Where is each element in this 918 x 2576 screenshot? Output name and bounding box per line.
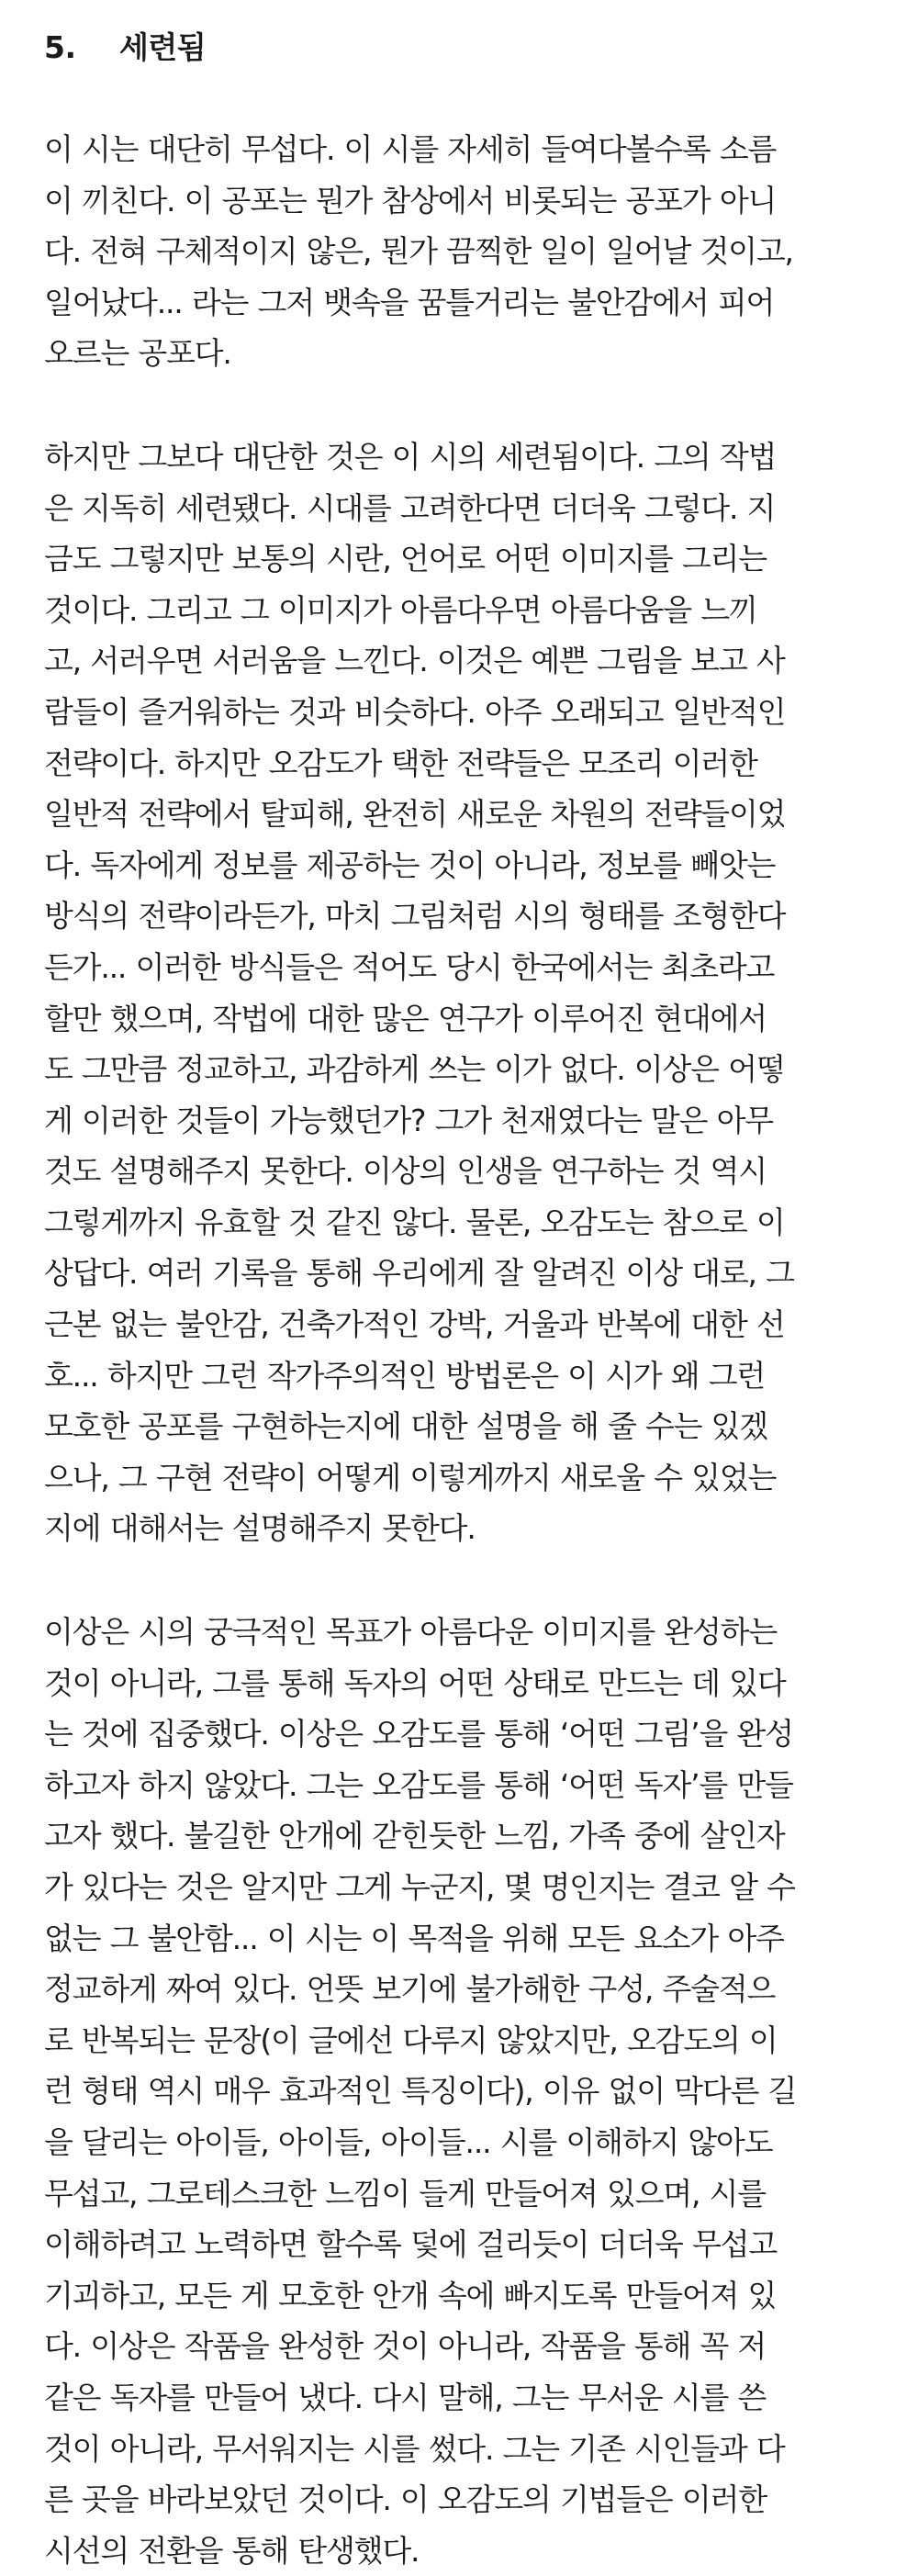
text-line: 방식의 전략이라든가, 마치 그림처럼 시의 형태를 조형한다	[44, 898, 786, 935]
paragraph-2	[44, 431, 879, 1554]
paragraph-1	[44, 124, 879, 379]
text-line: 을 달리는 아이들, 아이들, 아이들... 시를 이해하지 않아도	[44, 2123, 773, 2160]
text-line: 그렇게까지 유효할 것 같진 않다. 물론, 오감도는 참으로 이	[44, 1204, 785, 1240]
text-line: 가 있다는 것은 알지만 그게 누군지, 몇 명인지는 결코 알 수	[44, 1869, 795, 1905]
text-line: 이 끼친다. 이 공포는 뭔가 참상에서 비롯되는 공포가 아니	[44, 182, 777, 218]
text-line: 기괴하고, 모든 게 모호한 안개 속에 빠지도록 만들어져 있	[44, 2277, 777, 2313]
text-line: 다. 이상은 작품을 완성한 것이 아니라, 작품을 통해 꼭 저	[44, 2328, 767, 2365]
text-line: 이 시는 대단히 무섭다. 이 시를 자세히 들여다볼수록 소름	[44, 131, 777, 167]
paragraph-3	[44, 1607, 879, 2576]
text-line: 는 것에 집중했다. 이상은 오감도를 통해 ‘어떤 그림’을 완성	[44, 1716, 793, 1753]
text-line: 고, 서러우면 서러움을 느낀다. 이것은 예쁜 그림을 보고 사	[44, 643, 785, 679]
text-line: 것도 설명해주지 못한다. 이상의 인생을 연구하는 것 역시	[44, 1153, 767, 1190]
paragraph-spacer	[44, 73, 879, 124]
text-line: 할만 했으며, 작법에 대한 많은 연구가 이루어진 현대에서	[44, 1000, 767, 1036]
text-line: 일어났다... 라는 그저 뱃속을 꿈틀거리는 불안감에서 피어	[44, 284, 775, 320]
section-number: 5.	[44, 29, 76, 65]
text-line: 시선의 전환을 통해 탄생했다.	[44, 2532, 420, 2569]
text-line: 것이 아니라, 무서워지는 시를 썼다. 그는 기존 시인들과 다	[44, 2430, 785, 2467]
text-line: 정교하게 짜여 있다. 언뜻 보기에 불가해한 구성, 주술적으	[44, 1971, 776, 2008]
text-line: 이해하려고 노력하면 할수록 덫에 걸리듯이 더더욱 무섭고	[44, 2226, 778, 2263]
text-line: 로 반복되는 문장(이 글에선 다루지 않았지만, 오감도의 이	[44, 2022, 778, 2058]
text-line: 근본 없는 불안감, 건축가적인 강박, 거울과 반복에 대한 선	[44, 1306, 785, 1343]
paragraph-spacer	[44, 1554, 879, 1607]
section-title: 세련됨	[119, 29, 207, 65]
text-line: 다. 독자에게 정보를 제공하는 것이 아니라, 정보를 빼앗는	[44, 846, 776, 883]
paragraph-spacer	[44, 379, 879, 431]
text-line: 런 형태 역시 매우 효과적인 특징이다), 이유 없이 막다른 길	[44, 2073, 797, 2110]
text-line: 일반적 전략에서 탈피해, 완전히 새로운 차원의 전략들이었	[44, 796, 786, 833]
text-line: 은 지독히 세련됐다. 시대를 고려한다면 더더욱 그렇다. 지	[44, 489, 776, 526]
text-line: 같은 독자를 만들어 냈다. 다시 말해, 그는 무서운 시를 쓴	[44, 2379, 767, 2415]
text-line: 다. 전혀 구체적이지 않은, 뭔가 끔찍한 일이 일어날 것이고,	[44, 233, 793, 270]
text-line: 고자 했다. 불길한 안개에 갇힌듯한 느낌, 가족 중에 살인자	[44, 1818, 785, 1854]
text-line: 모호한 공포를 구현하는지에 대한 설명을 해 줄 수는 있겠	[44, 1408, 767, 1445]
text-line: 금도 그렇지만 보통의 시란, 언어로 어떤 이미지를 그리는	[44, 541, 767, 577]
text-line: 든가... 이러한 방식들은 적어도 당시 한국에서는 최초라고	[44, 948, 775, 985]
text-line: 것이다. 그리고 그 이미지가 아름다우면 아름다움을 느끼	[44, 591, 757, 628]
text-line: 없는 그 불안함... 이 시는 이 목적을 위해 모든 요소가 아주	[44, 1920, 784, 1956]
text-line: 도 그만큼 정교하고, 과감하게 쓰는 이가 없다. 이상은 어떻	[44, 1051, 785, 1088]
text-line: 전략이다. 하지만 오감도가 택한 전략들은 모조리 이러한	[44, 745, 757, 781]
text-line: 지에 대해서는 설명해주지 못한다.	[44, 1510, 476, 1547]
text-line: 람들이 즐거워하는 것과 비슷하다. 아주 오래되고 일반적인	[44, 693, 786, 730]
text-line: 오르는 공포다.	[44, 335, 231, 372]
text-line: 호... 하지만 그런 작가주의적인 방법론은 이 시가 왜 그런	[44, 1357, 766, 1394]
text-line: 무섭고, 그로테스크한 느낌이 들게 만들어져 있으며, 시를	[44, 2175, 766, 2212]
text-line: 상답다. 여러 기록을 통해 우리에게 잘 알려진 이상 대로, 그	[44, 1255, 794, 1292]
text-line: 른 곳을 바라보았던 것이다. 이 오감도의 기법들은 이러한	[44, 2481, 767, 2518]
text-line: 것이 아니라, 그를 통해 독자의 어떤 상태로 만드는 데 있다	[44, 1664, 786, 1701]
text-line: 하고자 하지 않았다. 그는 오감도를 통해 ‘어떤 독자’를 만들	[44, 1766, 793, 1803]
text-line: 이상은 시의 궁극적인 목표가 아름다운 이미지를 완성하는	[44, 1614, 778, 1651]
section-heading	[44, 22, 879, 73]
text-line: 으나, 그 구현 전략이 어떻게 이렇게까지 새로울 수 있었는	[44, 1459, 777, 1495]
text-line: 하지만 그보다 대단한 것은 이 시의 세련됨이다. 그의 작법	[44, 438, 777, 475]
text-line: 게 이러한 것들이 가능했던가? 그가 천재였다는 말은 아무	[44, 1102, 773, 1138]
